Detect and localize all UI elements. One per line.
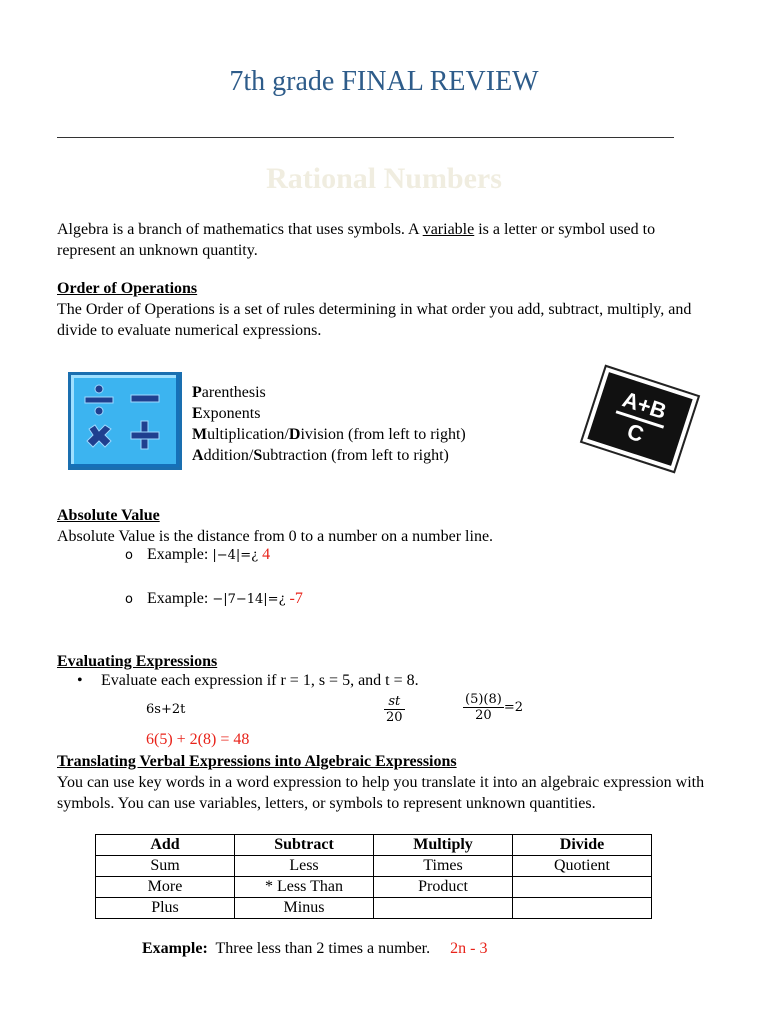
intro-text-2: is a letter or symbol used to represent an unknown quantity. [57,221,656,259]
abs-example-2: o Example: −|7−14|=¿ -7 [125,590,303,607]
table-cell: * Less Than [235,877,374,898]
order-ops-heading: Order of Operations [57,280,198,297]
absolute-value-section [57,505,707,547]
pemdas-item: Parenthesis [192,384,266,401]
table-cell: Quotient [513,856,652,877]
pemdas-list [192,382,466,466]
example-answer: 2n - 3 [450,940,488,957]
circle-bullet-icon: o [125,548,133,563]
table-row [96,877,652,898]
table-header-row [96,835,652,856]
chalkboard-line1: A+B [619,386,670,424]
table-header: Subtract [235,835,374,856]
intro-term-variable: variable [422,221,475,238]
absolute-value-heading: Absolute Value [57,507,160,524]
evaluating-bullet: • Evaluate each expression if r = 1, s = 5, and t = 8. [77,672,419,689]
page-title: 7th grade FINAL REVIEW [229,66,539,97]
example-text: Three less than 2 times a number. [215,940,431,957]
chalkboard-image [582,367,697,471]
table-cell: More [96,877,235,898]
table-cell: Product [374,877,513,898]
example-label: Example: [142,940,208,957]
table-cell [374,898,513,919]
table-cell [513,898,652,919]
abs-example-1: o Example: |−4|=¿ 4 [125,546,271,563]
table-cell: Times [374,856,513,877]
key-words-table [95,834,652,919]
evaluating-heading: Evaluating Expressions [57,653,218,670]
translating-heading: Translating Verbal Expressions into Algebraic Expressions [57,753,457,770]
translating-text: You can use key words in a word expression to help you translate it into an algebraic expression with symbols. You can use variables, letters, or symbols to represent unknown quantities. [57,774,705,812]
expression-2: $\frac{st}{20}$ [386,694,403,725]
chalkboard-line2: C [624,418,647,448]
bullet-dot-icon: • [77,672,83,689]
pemdas-item: Exponents [192,405,261,422]
absolute-value-text: Absolute Value is the distance from 0 to a number on a number line. [57,528,494,545]
table-row [96,898,652,919]
intro-paragraph [57,219,707,261]
translating-section [57,751,707,814]
table-cell [513,877,652,898]
intro-text-1: Algebra is a branch of mathematics that uses symbols. A [57,221,423,238]
section-title: Rational Numbers [266,162,502,195]
table-row [96,856,652,877]
table-cell: Plus [96,898,235,919]
evaluating-section [57,651,707,672]
circle-bullet-icon: o [125,592,133,607]
horizontal-rule [57,137,674,138]
order-of-operations-section [57,278,707,341]
math-operations-icon [68,372,182,470]
table-header: Multiply [374,835,513,856]
expression-1-answer: 6(5) + 2(8) = 48 [146,731,250,748]
pemdas-item: Addition/Subtraction (from left to right) [192,447,449,464]
table-cell: Minus [235,898,374,919]
order-ops-text: The Order of Operations is a set of rules determining in what order you add, subtract, multiply, and divide to evaluate numerical expressions. [57,301,692,339]
table-header: Add [96,835,235,856]
table-header: Divide [513,835,652,856]
pemdas-item: Multiplication/Division (from left to right) [192,426,466,443]
expression-3: $\frac{(5)(8)}{20}$ =2 [465,692,524,723]
table-cell: Sum [96,856,235,877]
expression-1: 6s+2t [146,702,186,717]
table-cell: Less [235,856,374,877]
translation-example [142,940,487,958]
